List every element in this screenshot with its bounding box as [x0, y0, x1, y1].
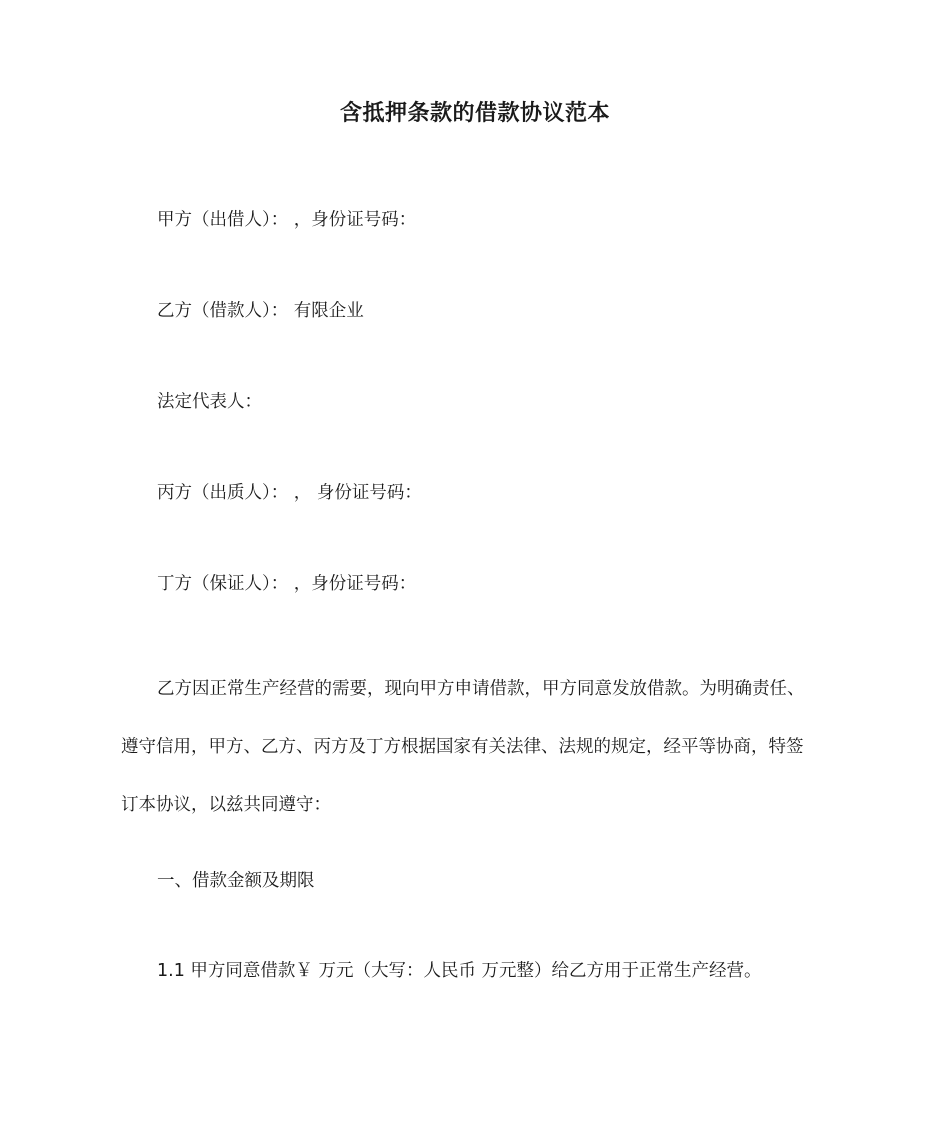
- preamble-line-3: 订本协议，以兹共同遵守：: [121, 795, 331, 815]
- clause-1-1: 1.1 甲方同意借款￥ 万元（大写：人民币 万元整）给乙方用于正常生产经营。: [157, 961, 762, 981]
- party-b-line: 乙方（借款人）： 有限企业: [157, 301, 364, 321]
- party-a-line: 甲方（出借人）： ，身份证号码：: [157, 210, 417, 230]
- party-d-line: 丁方（保证人）： ，身份证号码：: [157, 574, 417, 594]
- legal-representative-line: 法定代表人：: [157, 392, 262, 412]
- preamble-line-2: 遵守信用，甲方、乙方、丙方及丁方根据国家有关法律、法规的规定，经平等协商，特签: [121, 737, 804, 757]
- party-c-line: 丙方（出质人）： ， 身份证号码：: [157, 483, 422, 503]
- section-1-heading: 一、借款金额及期限: [157, 871, 315, 891]
- document-title: 含抵押条款的借款协议范本: [339, 101, 610, 126]
- preamble-line-1: 乙方因正常生产经营的需要，现向甲方申请借款，甲方同意发放借款。为明确责任、: [157, 679, 805, 699]
